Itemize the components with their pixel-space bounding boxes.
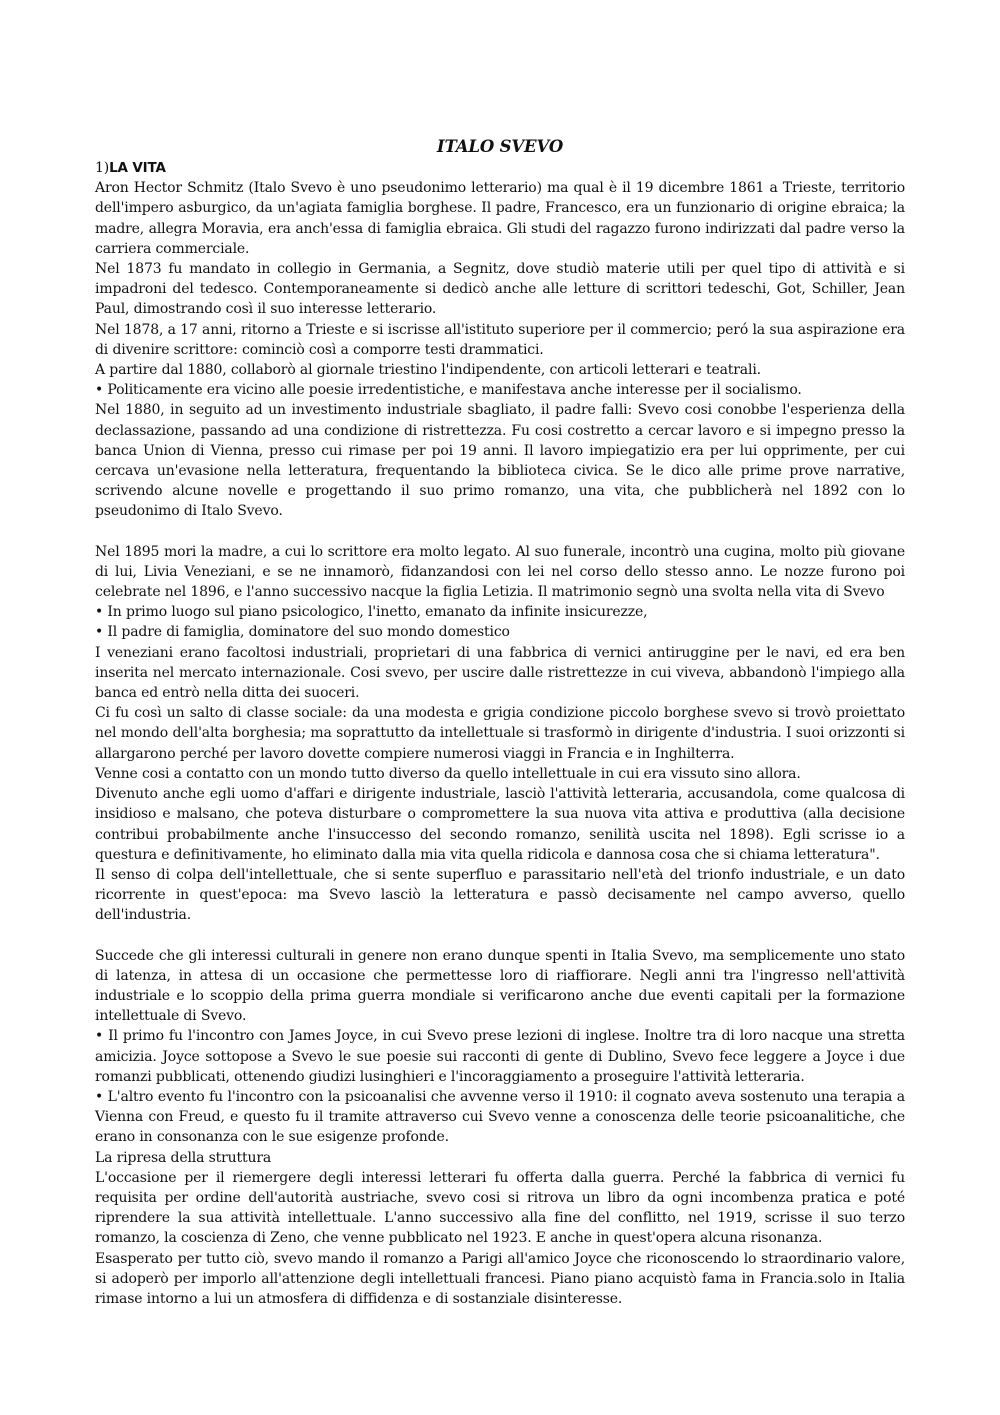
- paragraph: • Politicamente era vicino alle poesie irredentistiche, e manifestava anche interesse per il socialismo.: [95, 382, 802, 399]
- paragraph: Nel 1878, a 17 anni, ritorno a Trieste e si iscrisse all'istituto superiore per il commercio; peró la sua aspirazione era di divenire scrittore: cominciò così a comporre testi drammatici.: [95, 321, 905, 358]
- paragraph: Venne cosi a contatto con un mondo tutto diverso da quello intellettuale in cui era vissuto sino allora.: [95, 765, 801, 782]
- paragraph-gap: [95, 926, 905, 946]
- paragraph-gap: [95, 522, 905, 542]
- paragraph: Nel 1880, in seguito ad un investimento industriale sbagliato, il padre falli: Svevo cosi conobbe l'esperienza della declassazione, passando ad una condizione di ristrettezza. Fu cosi costretto a cercar lavoro e si impegno presso la banca Union di Vienna, presso cui rimase per poi 19 anni. Il lavoro impiegatizio era per lui opprimente, per cui cercava un'evasione nella letteratura, frequentando la biblioteca civica. Se le dico alle prime prove narrative, scrivendo alcune novelle e progettando il suo primo romanzo, una vita, che pubblicherà nel 1892 con lo pseudonimo di Italo Svevo.: [95, 402, 905, 520]
- paragraph: Divenuto anche egli uomo d'affari e dirigente industriale, lasciò l'attività letteraria, accusandola, come qualcosa di insidioso e malsano, che poteva disturbare o compromettere la sua nuova vita attiva e produttiva (alla decisione contribui probabilmente anche l'insuccesso del secondo romanzo, senilità uscita nel 1898). Egli scrisse io a questura e definitivamente, ho eliminato dalla mia vita quella ridicola e dannosa cosa che si chiama letteratura".: [95, 786, 905, 863]
- section-heading: [95, 158, 905, 178]
- paragraph: • Il padre di famiglia, dominatore del suo mondo domestico: [95, 624, 510, 641]
- document-title: ITALO SVEVO: [436, 137, 564, 156]
- body-text: [95, 178, 905, 1309]
- paragraph: Esasperato per tutto ciò, svevo mando il romanzo a Parigi all'amico Joyce che riconoscendo lo straordinario valore, si adoperò per imporlo all'attenzione degli intellettuali francesi. Piano piano acquistò fama in Francia.solo in Italia rimase intorno a lui un atmosfera di diffidenza e di sostanziale disinteresse.: [95, 1250, 905, 1307]
- paragraph: Ci fu così un salto di classe sociale: da una modesta e grigia condizione piccolo borghese svevo si trovò proiettato nel mondo dell'alta borghesia; ma soprattutto da intellettuale si trasformò in dirigente d'industria. I suoi orizzonti si allargarono perché per lavoro dovette compiere numerosi viaggi in Francia e in Inghilterra.: [95, 705, 905, 762]
- document-page: [95, 136, 905, 1309]
- paragraph: Aron Hector Schmitz (Italo Svevo è uno pseudonimo letterario) ma qual è il 19 dicembre 1861 a Trieste, territorio dell'impero asburgico, da un'agiata famiglia borghese. Il padre, Francesco, era un funzionario di origine ebraica; la madre, allegra Moravia, era anch'essa di famiglia ebraica. Gli studi del ragazzo furono indirizzati dal padre verso la carriera commerciale.: [95, 180, 905, 257]
- paragraph: • L'altro evento fu l'incontro con la psicoanalisi che avvenne verso il 1910: il cognato aveva sostenuto una terapia a Vienna con Freud, e questo fu il tramite attraverso cui Svevo venne a conoscenza delle teorie psicoanalitiche, che erano in consonanza con le sue esigenze profonde.: [95, 1088, 905, 1146]
- section-number: 1): [95, 160, 110, 176]
- paragraph: L'occasione per il riemergere degli interessi letterari fu offerta dalla guerra. Perché la fabbrica di vernici fu requisita per ordine dell'autorità austriache, svevo cosi si ritrova un libro da ogni incombenza pratica e poté riprendere la sua attività intellettuale. L'anno successivo alla fine del conflitto, nel 1919, scrisse il suo terzo romanzo, la coscienza di Zeno, che venne pubblicato nel 1923. E anche in quest'opera alcuna risonanza.: [95, 1169, 905, 1247]
- section-label: LA VITA: [109, 160, 166, 176]
- paragraph: • In primo luogo sul piano psicologico, l'inetto, emanato da infinite insicurezze,: [95, 604, 648, 621]
- paragraph: Nel 1873 fu mandato in collegio in Germania, a Segnitz, dove studiò materie utili per quel tipo di attività e si impadroni del tedesco. Contemporaneamente si dedicò anche alle letture di scrittori tedeschi, Got, Schiller, Jean Paul, dimostrando così il suo interesse letterario.: [95, 261, 905, 318]
- paragraph: • Il primo fu l'incontro con James Joyce, in cui Svevo prese lezioni di inglese. Inoltre tra di loro nacque una stretta amicizia. Joyce sottopose a Svevo le sue poesie sui racconti di gente di Dublino, Svevo fece leggere a Joyce i due romanzi pubblicati, ottenendo giudizi lusinghieri e l'incoraggiamento a proseguire l'attività letteraria.: [95, 1028, 905, 1085]
- paragraph: Nel 1895 mori la madre, a cui lo scrittore era molto legato. Al suo funerale, incontrò una cugina, molto più giovane di lui, Livia Veneziani, e se ne innamorò, fidanzandosi con lei nel corso dello stesso anno. Le nozze furono poi celebrate nel 1896, e l'anno successivo nacque la figlia Letizia. Il matrimonio segnò una svolta nella vita di Svevo: [95, 543, 905, 601]
- paragraph: La ripresa della struttura: [95, 1149, 272, 1166]
- paragraph: I veneziani erano facoltosi industriali, proprietari di una fabbrica di vernici antiruggine per le navi, ed era ben inserita nel mercato internazionale. Cosi svevo, per uscire dalle ristrettezze in cui viveva, abbandonò l'impiego alla banca ed entrò nella ditta dei suoceri.: [95, 644, 905, 702]
- paragraph: Il senso di colpa dell'intellettuale, che si sente superfluo e parassitario nell'età del trionfo industriale, e un dato ricorrente in quest'epoca: ma Svevo lasciò la letteratura e passò decisamente nel campo avverso, quello dell'industria.: [95, 866, 905, 924]
- paragraph: Succede che gli interessi culturali in genere non erano dunque spenti in Italia Svevo, ma semplicemente uno stato di latenza, in attesa di un occasione che permettesse loro di riaffiorare. Negli anni tra l'ingresso nell'attività industriale e lo scoppio della prima guerra mondiale si verificarono anche due eventi capitali per la formazione intellettuale di Svevo.: [95, 947, 905, 1025]
- paragraph: A partire dal 1880, collaborò al giornale triestino l'indipendente, con articoli letterari e teatrali.: [95, 362, 761, 379]
